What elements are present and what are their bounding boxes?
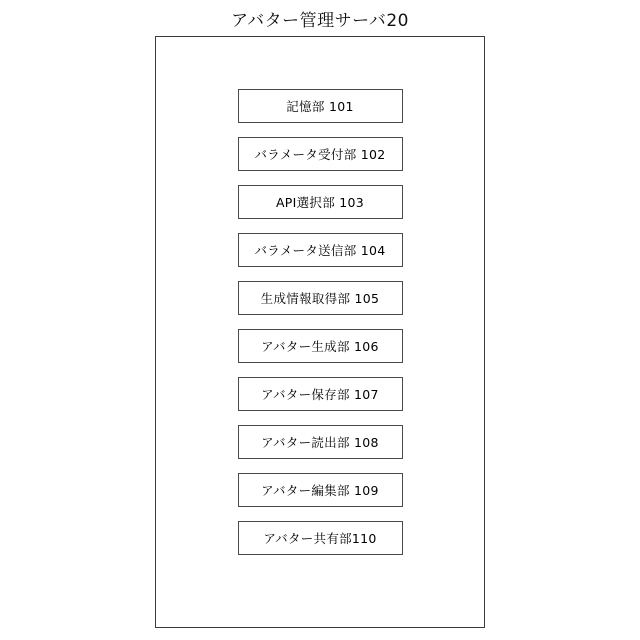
component-block (238, 185, 403, 219)
component-block-label: アバター編集部 109 (261, 483, 379, 498)
component-block (238, 89, 403, 123)
component-block-label: 記憶部 101 (286, 99, 354, 114)
component-block (238, 329, 403, 363)
component-block (238, 521, 403, 555)
component-block (238, 425, 403, 459)
component-block (238, 281, 403, 315)
component-block-label: バラメータ受付部 102 (254, 147, 386, 162)
component-block-label: 生成情報取得部 105 (260, 291, 380, 306)
component-block (238, 473, 403, 507)
component-block (238, 233, 403, 267)
component-block-label: API選択部 103 (275, 195, 365, 210)
component-block-label: バラメータ送信部 104 (254, 243, 386, 258)
page-title: アバター管理サーバ20 (231, 11, 409, 31)
component-block-label: アバター保存部 107 (261, 387, 379, 402)
component-block (238, 137, 403, 171)
component-block-list (156, 37, 484, 627)
component-block (238, 377, 403, 411)
component-block-label: アバター生成部 106 (261, 339, 379, 354)
server-container (155, 36, 485, 628)
component-block-label: アバター共有部110 (263, 531, 377, 546)
component-block-label: アバター読出部 108 (261, 435, 379, 450)
